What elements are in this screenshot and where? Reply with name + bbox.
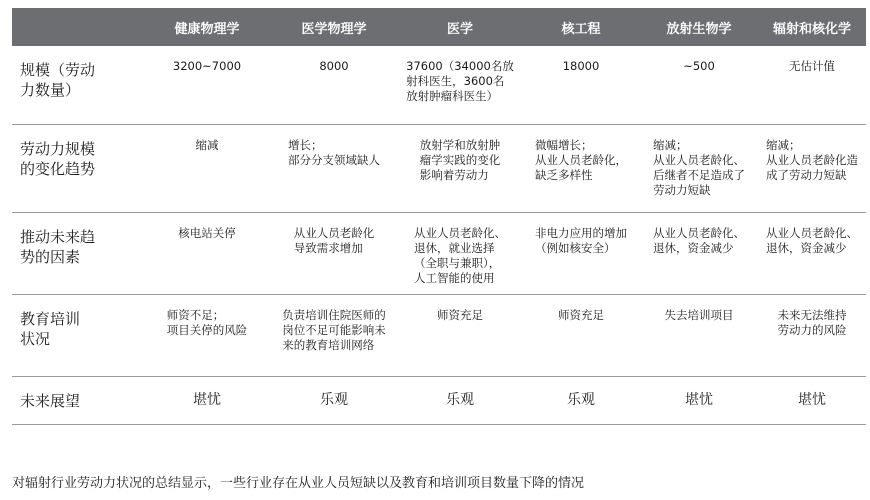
header-medical-physics: 医学物理学 xyxy=(270,8,398,46)
row-label-education: 教育培训 状况 xyxy=(12,294,144,376)
table-cell xyxy=(758,294,866,376)
table-cell xyxy=(758,124,866,212)
table-cell xyxy=(144,46,270,124)
row-label-trend: 劳动力规模 的变化趋势 xyxy=(12,124,144,212)
cell-text: 放射学和放射肿 瘤学实践的变化 影响着劳动力 xyxy=(419,137,501,182)
cell-text: 未来无法维持 劳动力的风险 xyxy=(777,307,847,337)
table-cell xyxy=(144,212,270,294)
cell-text: 增长； 部分分支领域缺人 xyxy=(288,137,380,167)
table-row-scale xyxy=(12,46,866,124)
row-label-outlook: 未来展望 xyxy=(12,376,144,424)
table-cell xyxy=(398,212,522,294)
table-cell xyxy=(398,46,522,124)
table-header-row xyxy=(12,8,866,46)
cell-text: 从业人员老龄化 导致需求增加 xyxy=(293,225,375,255)
table-cell xyxy=(640,376,758,424)
table-row-drivers xyxy=(12,212,866,294)
workforce-summary-table xyxy=(12,8,866,425)
table-cell xyxy=(522,124,640,212)
header-corner xyxy=(12,8,144,46)
cell-text: 缩减； 从业人员老龄化造 成了劳动力短缺 xyxy=(766,137,858,182)
header-health-physics: 健康物理学 xyxy=(144,8,270,46)
table-cell xyxy=(270,46,398,124)
cell-text: 3200~7000 xyxy=(172,59,242,73)
table-cell xyxy=(270,124,398,212)
row-label-scale: 规模（劳动 力数量） xyxy=(12,46,144,124)
table-cell xyxy=(144,124,270,212)
cell-text: 缩减； 从业人员老龄化、 后继者不足造成了 劳动力短缺 xyxy=(653,137,745,197)
table-cell xyxy=(144,376,270,424)
table-cell xyxy=(398,124,522,212)
table-cell xyxy=(758,212,866,294)
cell-text: 非电力应用的增加 （例如核安全） xyxy=(535,225,627,255)
figure-caption: 对辐射行业劳动力状况的总结显示，一些行业存在从业人员短缺以及教育和培训项目数量下降的情况 xyxy=(12,476,585,491)
table-cell xyxy=(522,212,640,294)
header-medicine: 医学 xyxy=(398,8,522,46)
table-cell xyxy=(640,294,758,376)
cell-text: 缩减 xyxy=(195,137,219,152)
header-radiation-nuclear-chemistry: 辐射和核化学 xyxy=(758,8,866,46)
cell-text: ~500 xyxy=(683,59,715,73)
cell-text: 负责培训住院医师的 岗位不足可能影响未 来的教育培训网络 xyxy=(282,307,386,352)
table-cell xyxy=(758,46,866,124)
cell-text: 师资充足 xyxy=(437,307,483,322)
row-label-drivers: 推动未来趋 势的因素 xyxy=(12,212,144,294)
table-cell xyxy=(758,376,866,424)
cell-text: 堪忧 xyxy=(685,391,713,408)
table-cell xyxy=(144,294,270,376)
table-row-trend xyxy=(12,124,866,212)
cell-text: 失去培训项目 xyxy=(664,307,734,322)
table-cell xyxy=(398,376,522,424)
cell-text: 乐观 xyxy=(446,391,474,408)
cell-text: 从业人员老龄化、 退休，就业选择 （全职与兼职）， 人工智能的使用 xyxy=(414,225,506,285)
cell-text: 8000 xyxy=(319,59,349,73)
table-cell xyxy=(270,294,398,376)
table-cell xyxy=(398,294,522,376)
cell-text: 乐观 xyxy=(320,391,348,408)
cell-text: 核电站关停 xyxy=(178,225,236,240)
cell-text: 37600（34000名放 射科医生，3600名 放射肿瘤科医生） xyxy=(406,59,514,103)
cell-text: 师资充足 xyxy=(558,307,604,322)
table-cell xyxy=(522,376,640,424)
cell-text: 师资不足； 项目关停的风险 xyxy=(166,307,248,337)
table-cell xyxy=(522,46,640,124)
table-cell xyxy=(640,124,758,212)
table-row-education xyxy=(12,294,866,376)
table-cell xyxy=(270,376,398,424)
table-cell xyxy=(640,212,758,294)
header-nuclear-engineering: 核工程 xyxy=(522,8,640,46)
cell-text: 乐观 xyxy=(567,391,595,408)
cell-text: 从业人员老龄化、 退休，资金减少 xyxy=(653,225,745,255)
table-cell xyxy=(640,46,758,124)
cell-text: 微幅增长； 从业人员老龄化， 缺乏多样性 xyxy=(535,137,627,182)
header-radiobiology: 放射生物学 xyxy=(640,8,758,46)
cell-text: 18000 xyxy=(562,59,600,73)
table-row-outlook xyxy=(12,376,866,424)
cell-text: 堪忧 xyxy=(193,391,221,408)
cell-text: 无估计值 xyxy=(789,59,835,73)
cell-text: 从业人员老龄化、 退休，资金减少 xyxy=(766,225,858,255)
table-cell xyxy=(522,294,640,376)
table-cell xyxy=(270,212,398,294)
cell-text: 堪忧 xyxy=(798,391,826,408)
